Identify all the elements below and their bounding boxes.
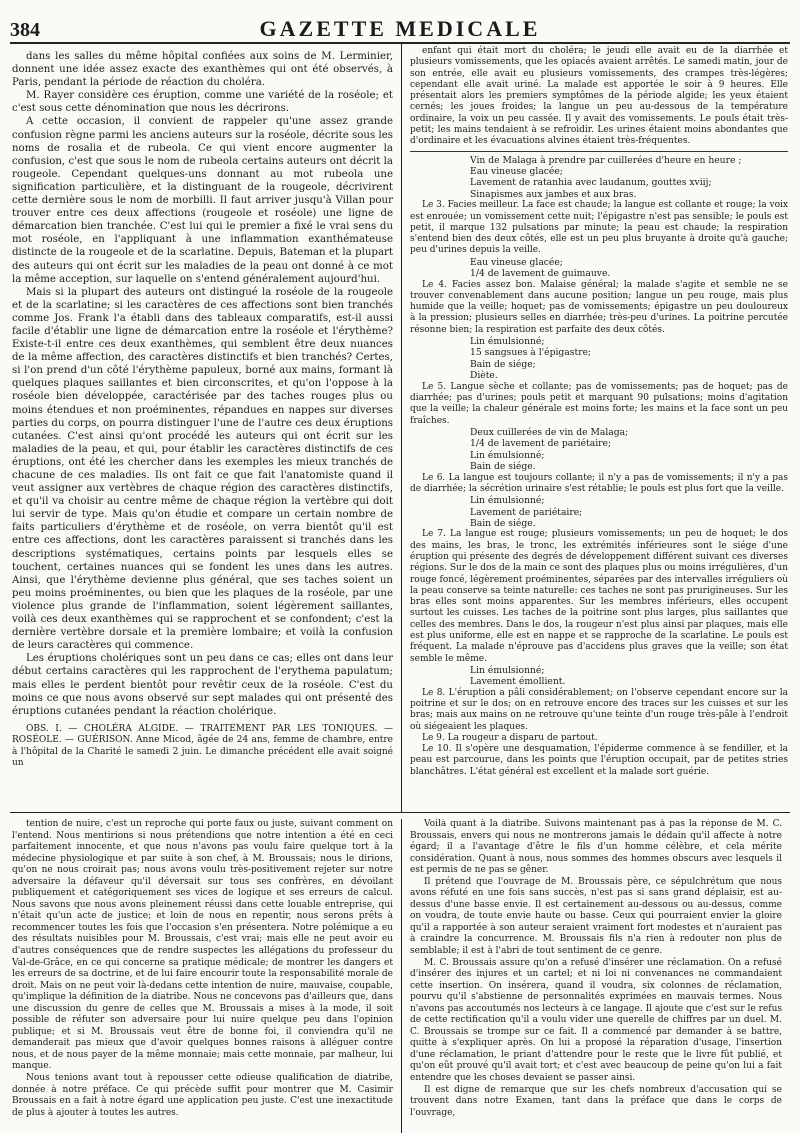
prescription-line: Vin de Malaga à prendre par cuillerées d'heure en heure ; bbox=[470, 154, 742, 166]
paragraph: dans les salles du même hôpital confiées aux soins de M. Lerminier, donnent une idée assez exacte des exanthèmes qui ont été observés, à Paris, pendant la période de réaction du choléra. bbox=[12, 51, 393, 89]
page-number: 384 bbox=[10, 19, 40, 41]
paragraph: Voilà quant à la diatribe. Suivons maintenant pas à pas la réponse de M. C. Broussais, envers qui nous ne montrerons jamais le dédain qu'il affecte à notre égard; il a l'avantage d'être le fils d'un homme célèbre, et cela mérite considération. Quant à nous, nous sommes des hommes obscurs avec lesquels il est permis de ne pas se gêner. bbox=[410, 819, 782, 876]
prescription-line: Lin émulsionné; bbox=[470, 336, 545, 348]
day-5-note: Le 5. Langue sèche et collante; pas de vomissements; pas de hoquet; pas de diarrhée; pas d'urines; pouls petit et marquant 90 pulsations; moins d'agitation que la veille; la chaleur générale est moins forte; les mains et la face sont un peu fraîches. bbox=[410, 381, 788, 426]
case-intro: enfant qui était mort du choléra; le jeudi elle avait eu de la diarrhée et plusieurs vomissements, que les opiacés avaient arrêtés. Le samedi matin, jour de son entrée, elle avait eu plusieurs vomissements, des crampes très-légères; cependant elle avait uriné. La malade est apportée le soir à 9 heures. Elle présentait alors les premiers symptômes de la période algide; les yeux étaient cernés; les joues froides; la langue un peu au-dessous de la température ordinaire, la voix un peu cassée. Il y avait des vomissements. Le pouls était très-petit; les mains tendaient à se refroidir. Les urines étaient moins abondantes que d'ordinaire et les évacuations alvines étaient très-fréquentes. bbox=[410, 46, 788, 147]
paragraph: Il est digne de remarque que sur les chefs nombreux d'accusation qui se trouvent dans notre Examen, tant dans la préface que dans le corps de l'ouvrage, bbox=[410, 1084, 782, 1118]
page-header bbox=[10, 0, 790, 44]
top-section bbox=[10, 44, 790, 813]
prescription-line: Lavement de pariétaire; bbox=[470, 506, 583, 518]
prescription-line: Bain de siége. bbox=[470, 461, 536, 473]
paragraph: Les éruptions cholériques sont un peu dans ce cas; elles ont dans leur début certains caractères qui les rapprochent de l'erythema papulatum; mais elles le perdent bientôt pour revêtir ceux de la roséole. C'est du moins ce que nous avons observé sur sept malades qui ont présenté des éruptions cutanées pendant la réaction cholérique. bbox=[12, 653, 393, 717]
page-title: GAZETTE MEDICALE bbox=[259, 16, 541, 41]
day-6-note: Le 6. La langue est toujours collante; il n'y a pas de vomissements; il n'y a pas de diarrhée; la sécrétion urinaire s'est rétablie; le pouls est plus fort que la veille. bbox=[410, 472, 788, 494]
prescription-line: Diète. bbox=[470, 370, 498, 382]
prescription-line: 1/4 de lavement de pariétaire; bbox=[470, 438, 612, 450]
prescription-3 bbox=[470, 336, 788, 382]
paragraph: M. C. Broussais assure qu'on a refusé d'insérer une réclamation. On a refusé d'insérer des injures et un cartel; et ni loi ni convenances ne commandaient cette insertion. On insérera, quand il voudra, six colonnes de réclamation, pourvu qu'il s'abstienne de personnalités exprimées en mauvais termes. Nous n'avons pas accoutumés nos lecteurs à ce langage. Il ajoute que c'est sur le refus de cette rectification qu'il a voulu vider une querelle de chiffres par un duel. M. C. Broussais se trompe sur ce fait. Il a commencé par demander à se battre, quitte à s'expliquer après. On lui a proposé la réparation d'usage, l'insertion d'une réclamation, le priant d'attendre pour le reste que le livre fût publié, et qu'on eût prouvé qu'il avait tort; et c'est avec beaucoup de peine qu'on lui a fait entendre que les choses devaient se passer ainsi. bbox=[410, 957, 782, 1084]
bottom-right-column bbox=[402, 819, 790, 1133]
paragraph: Il prétend que l'ouvrage de M. Broussais père, ce sépulchrétum que nous avons réfuté en une fois sans succès, n'est pas si sans grand déplaisir, est au-dessus d'une basse envie. Il est certainement au-dessous ou au-dessus, comme on voudra, de toute envie haute ou basse. Ceux qui pourraient envier la gloire qu'il a rapportée à son auteur seraient vraiment fort modestes et n'auraient pas à craindre la concurrence. M. Broussais fils n'a rien à redouter non plus de semblable; il est à l'abri de tout sentiment de ce genre. bbox=[410, 876, 782, 957]
prescription-line: Deux cuillerées de vin de Malaga; bbox=[470, 426, 629, 438]
paragraph: M. Rayer considère ces éruption, comme une variété de la roséole; et c'est sous cette dénomination que nous les décrirons. bbox=[12, 90, 393, 115]
observation-heading: OBS. I. — CHOLÉRA ALGIDE. — TRAITEMENT PAR LES TONIQUES. — ROSÉOLE. — GUÉRISON. bbox=[12, 723, 393, 746]
day-7-note: Le 7. La langue est rouge; plusieurs vomissements; un peu de hoquet; le dos des mains, les bras, le tronc, les extrémités inférieures sont le siége d'une éruption qui présente des degrés de développement différent suivant ces diverses régions. Sur le dos de la main ce sont des plaques plus ou moins irrégulières, d'un rouge foncé, légèrement proéminentes, séparées par des intervalles irréguliers où la peau conserve sa teinte naturelle: ces taches ne sont pas prurigineuses. Sur les bras elles sont moins apparentes. Sur les membres inférieurs, elles occupent surtout les cuisses. Les taches de la poitrine sont plus larges, plus saillantes que celles des membres. Dans le dos, la rougeur n'est plus ainsi par plaques, mais elle est plus uniforme, elle est en nappe et se rapproche de la scarlatine. Le pouls est fréquent. La malade n'éprouve pas d'accidens plus graves que la veille; son état semble le même. bbox=[410, 529, 788, 664]
paragraph: Mais si la plupart des auteurs ont distingué la roséole de la rougeole et de la scarlatine; si les caractères de ces affections sont bien tranchés comme Jos. Frank l'a établi dans des tableaux comparatifs, est-il aussi facile d'établir une ligne de démarcation entre la roséole et l'érythème? Existe-t-il entre ces deux exanthèmes, qui semblent être deux nuances de la même affection, des caractères distinctifs et bien tranchés? Certes, si l'on prend d'un côté l'érythème papuleux, borné aux mains, formant là quelques plaques saillantes et bien circonscrites, et qu'on l'oppose à la roséole bien développée, caractérisée par des taches rouges plus ou moins étendues et non proéminentes, répandues en nappes sur diverses parties du corps, on pourra distinguer l'une de l'autre ces deux éruptions cutanées. C'est ainsi qu'ont procédé les auteurs qui ont écrit sur les maladies de la peau, et qui, pour établir les caractères distinctifs de ces éruptions, ont été les chercher dans les exemples les mieux tranchés de chacune de ces maladies. Ils ont fait ce que fait l'anatomiste quand il veut assigner aux vertèbres de chaque région des caractères distinctifs, et qu'il va choisir au centre même de chaque région la vertèbre qui doit lui servir de type. Mais qu'on étudie et compare un certain nombre de faits particuliers d'érythème et de roséole, on verra bientôt qu'il est entre ces affections, dont les caractères paraissent si tranchés dans les descriptions systématiques, certains points par lesquels elles se touchent, certaines nuances qui se fondent les unes dans les autres. Ainsi, que l'érythème devienne plus général, que ses taches soient un peu moins proéminentes, ou bien que les plaques de la roséole, par une violence plus grande de l'inflammation, soient légèrement saillantes, voilà ces deux exanthèmes qui se rapprochent et se confondent; c'est la dernière vertèbre dorsale et la première lombaire; et voilà la confusion de leurs caractères qui commence. bbox=[12, 286, 393, 652]
bottom-left-column bbox=[10, 819, 402, 1133]
prescription-line: Lin émulsionné; bbox=[470, 495, 545, 507]
prescription-4 bbox=[470, 427, 788, 473]
prescription-2 bbox=[470, 257, 788, 280]
prescription-line: Eau vineuse glacée; bbox=[470, 256, 563, 268]
prescription-line: Lin émulsionné; bbox=[470, 449, 545, 461]
divider bbox=[410, 151, 788, 152]
prescription-line: Eau vineuse glacée; bbox=[470, 166, 563, 178]
paragraph: Nous tenions avant tout à repousser cette odieuse qualification de diatribe, donnée à notre préface. Ce qui précède suffit pour montrer que M. Casimir Broussais en a fait à notre égard une application peu juste. C'est une inexactitude de plus à ajouter à toutes les autres. bbox=[12, 1073, 393, 1118]
prescription-line: Bain de siége. bbox=[470, 517, 536, 529]
day-9-note: Le 9. La rougeur a disparu de partout. bbox=[422, 732, 598, 743]
prescription-line: Lavement émollient. bbox=[470, 676, 566, 688]
prescription-6 bbox=[470, 665, 788, 688]
prescription-line: 15 sangsues à l'épigastre; bbox=[470, 347, 592, 359]
paragraph: tention de nuire, c'est un reproche qui porte faux ou juste, suivant comment on l'entend. Nous mentirions si nous prétendions que notre intention a été en ceci parfaitement innocente, et que nous n'avons pas voulu faire quelque tort à la médecine physiologique et par suite à son chef, à M. Broussais; nous le dirions, qu'on ne nous croirait pas; nous avons voulu très-positivement rejeter sur notre adversaire la défaveur qu'il déversait sur tous ses confrères, en dévoilant publiquement et catégoriquement ses vices de logique et ses erreurs de calcul. Nous savons que nous avons pleinement réussi dans cette louable entreprise, qui n'était qu'un acte de justice; et loin de nous en repentir, nous serons prêts à recommencer toutes les fois que l'occasion s'en présentera. Notre polémique a eu des résultats nuisibles pour M. Broussais, c'est vrai; mais elle ne peut avoir eu d'autres conséquences que de rendre suspectes les allégations du professeur du Val-de-Grâce, en ce qui concerne sa pratique médicale; de montrer les dangers et les erreurs de sa doctrine, et de lui faire encourir toute la responsabilité morale de droit. Mais on ne peut voir là-dedans cette intention de nuire, mauvaise, coupable, qu'implique la définition de la diatribe. Nous ne concevons pas d'ailleurs que, dans une discussion du genre de celles que M. Broussais a mises à la mode, il soit possible de réfuter son adversaire pour lui nuire quelque peu dans l'opinion publique; et si M. Broussais veut être de bonne foi, il conviendra qu'il ne demanderait pas mieux que d'avoir quelques bonnes raisons à alléguer contre nous, et de nous payer de la même monnaie; mais cette monnaie, par malheur, lui manque. bbox=[12, 819, 393, 1072]
paragraph: A cette occasion, il convient de rappeler qu'une assez grande confusion règne parmi les anciens auteurs sur la roséole, décrite sous les noms de rosalia et de rubeola. Ce qui vient encore augmenter la confusion, c'est que sous le nom de rubeola certains auteurs ont décrit la rougeole. Cependant quelques-uns donnant au mot rubeola une signification particulière, et la distinguant de la rougeole, décrivirent cette dernière sous le nom de morbilli. Il faut arriver jusqu'à Villan pour trouver entre ces deux affections (rougeole et roséole) une ligne de démarcation bien tranchée. C'est lui qui le premier a fixé le vrai sens du mot roséole, en l'appliquant à une inflammation exanthémateuse distincte de la rougeole et de la scarlatine. Depuis, Bateman et la plupart des auteurs qui ont écrit sur les maladies de la peau ont donné à ce mot la même acception, sur laquelle on s'entend généralement aujourd'hui. bbox=[12, 116, 393, 285]
prescription-line: 1/4 de lavement de guimauve. bbox=[470, 268, 611, 280]
prescription-line: Lavement de ratanhia avec laudanum, gouttes xviij; bbox=[470, 177, 712, 189]
left-column bbox=[10, 44, 402, 812]
prescription-line: Bain de siége; bbox=[470, 358, 536, 370]
day-10-note: Le 10. Il s'opère une desquamation, l'épiderme commence à se fendiller, et la peau est parcourue, dans les points que l'éruption occupait, par de petites stries blanchâtres. L'état général est excellent et la malade sort guérie. bbox=[410, 744, 788, 777]
observation-text: Anne Micod, âgée de 24 ans, femme de chambre, entre à l'hôpital de la Charité le samedi 2 juin. Le dimanche précédent elle avait soigné un bbox=[12, 735, 393, 768]
observation-paragraph bbox=[12, 724, 393, 770]
prescription-1 bbox=[470, 155, 788, 201]
prescription-5 bbox=[470, 495, 788, 529]
bottom-section bbox=[10, 813, 790, 1133]
right-column bbox=[402, 44, 790, 812]
day-8-note: Le 8. L'éruption a pâli considérablement; on l'observe cependant encore sur la poitrine et sur le dos; on en retrouve encore des traces sur les cuisses et sur les bras; mais aux mains on ne retrouve qu'une teinte d'un rouge très-pâle à l'endroit où siégeaient les plaques. bbox=[410, 687, 788, 732]
prescription-line: Sinapismes aux jambes et aux bras. bbox=[470, 188, 637, 200]
day-3-note: Le 3. Facies meilleur. La face est chaude; la langue est collante et rouge; la voix est enrouée; un vomissement cette nuit; l'épigastre n'est pas sensible; le pouls est petit, il marque 132 pulsations par minute; la peau est chaude; la respiration s'entend bien des deux côtés, elle est un peu plus bruyante à droite qu'à gauche; peu d'urines depuis la veille. bbox=[410, 200, 788, 256]
prescription-line: Lin émulsionné; bbox=[470, 664, 545, 676]
day-4-note: Le 4. Facies assez bon. Malaise général; la malade s'agite et semble ne se trouver convenablement dans aucune position; langue un peu rouge, mais plus humide que la veille; hoquet; pas de vomissements; épigastre un peu douloureux à la pression; plusieurs selles en diarrhée; très-peu d'urines. La poitrine percutée résonne bien; la respiration est parfaite des deux côtés. bbox=[410, 279, 788, 335]
